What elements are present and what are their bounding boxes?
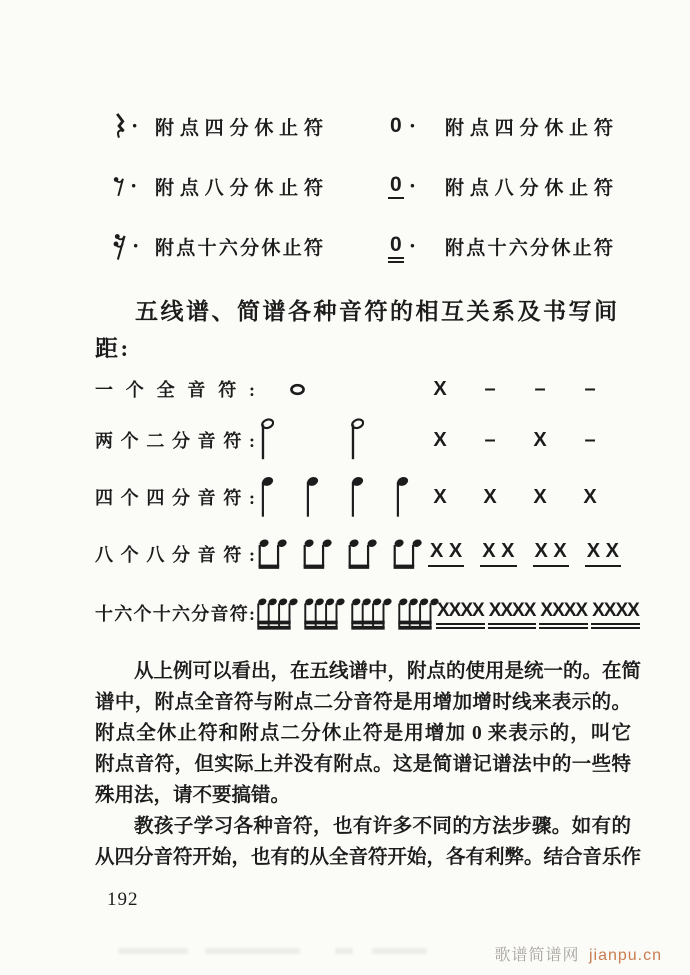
dotted-quarter-rest-icon [113,113,155,139]
watermark [494,942,662,965]
jianpu-beats [432,430,598,450]
page-number: 192 [107,889,139,910]
note-row-label: 两个二分音符: [95,430,255,451]
jianpu-zero: 0 [388,234,404,259]
dotted-eighth-rest-icon [113,174,155,198]
jianpu-beat: X [433,485,447,508]
staff-notes [255,597,441,630]
jianpu-beat: X X [428,541,464,567]
jianpu-dotted-rest-symbol [388,174,440,199]
quarter-note-icon [349,475,364,519]
note-row-eighth [95,525,631,582]
eighth-pair-note-icon [256,537,287,571]
jianpu-beat: – [584,428,596,451]
note-row-half [95,411,631,468]
sixteenth-quad-note-icon [255,597,300,630]
augmentation-dot: · [408,173,417,198]
augmentation-dot: · [131,113,139,138]
body-text [95,656,642,873]
half-note-icon [259,417,274,462]
paragraph [95,656,642,811]
text-line: 附点全休止符和附点二分休止符是用增加 0 来表示的，叫它 [95,723,631,744]
augmentation-dot: · [132,233,140,258]
text-line: 谱中，附点全音符与附点二分音符是用增加增时线来表示的。 [95,692,631,713]
note-row-quarter [95,468,631,525]
jianpu-beat: XXXX [591,601,640,625]
note-row-whole [95,367,631,411]
jianpu-beats [432,379,598,399]
dotted-rest-row [95,216,631,276]
augmentation-dot: · [408,113,417,138]
watermark-site-url: jianpu.cn [588,947,662,964]
eighth-pair-note-icon [301,537,332,571]
note-row-label: 八个八分音符: [95,544,255,565]
jianpu-beat: – [484,428,496,451]
section-heading [95,293,631,367]
jianpu-beat: X X [480,541,516,567]
quarter-note-icon [394,475,409,519]
text-line: 从上例可以看出，在五线谱中，附点的使用是统一的。在简 [134,661,642,682]
dotted-rest-table [95,96,631,276]
jianpu-rest-label: 附点八分休止符 [445,177,613,199]
augmentation-dot: · [130,173,138,198]
jianpu-zero: 0 [390,113,402,137]
note-row-sixteenth [95,582,639,644]
jianpu-beat: X [583,485,597,508]
note-relation-table [95,367,639,644]
augmentation-dot: · [408,233,417,258]
jianpu-dotted-rest-symbol [388,234,440,259]
text-line: 教孩子学习各种音符，也有许多不同的方法步骤。如有的 [134,816,631,837]
note-row-label: 一个全音符: [95,380,255,400]
jianpu-beat: XXXX [488,601,537,625]
jianpu-beat: X [483,485,497,508]
staff-rest-label: 附点四分休止符 [155,117,323,139]
sixteenth-quad-note-icon [396,597,441,630]
text-line: 附点音符，但实际上并没有附点。这是简谱记谱法中的一些特 [95,754,631,775]
quarter-note-icon [259,475,274,519]
text-line: 殊用法，请不要搞错。 [95,785,291,806]
dotted-rest-row [95,156,631,216]
jianpu-beat: XXXX [436,601,485,625]
jianpu-beat: X [533,428,547,451]
jianpu-rest-label: 附点十六分休止符 [445,237,613,259]
text-line: 从四分音符开始，也有的从全音符开始，各有利弊。结合音乐作 [95,847,642,868]
staff-notes [256,537,422,571]
staff-notes [289,383,306,396]
jianpu-dotted-rest-symbol [388,115,440,138]
jianpu-beats [436,601,640,625]
dotted-rest-row [95,96,631,156]
jianpu-beat: X [433,428,447,451]
sixteenth-quad-note-icon [349,597,394,630]
jianpu-beats [432,487,598,507]
staff-rest-label: 附点八分休止符 [155,177,323,199]
jianpu-beat: X [433,378,447,400]
jianpu-beat: XXXX [539,601,588,625]
sixteenth-quad-note-icon [302,597,347,630]
jianpu-rest-label: 附点四分休止符 [445,117,613,139]
watermark-site-name: 歌谱简谱网 [494,947,580,964]
paragraph [95,811,642,873]
jianpu-beat: – [584,378,596,400]
jianpu-zero: 0 [388,174,404,199]
jianpu-beats [428,541,621,567]
heading-line: 距: [95,336,131,361]
note-row-label: 十六个十六分音符: [95,604,255,624]
jianpu-beat: X X [533,541,569,567]
scanned-book-page [95,0,642,975]
jianpu-beat: X X [585,541,621,567]
whole-note-icon [289,383,306,396]
staff-notes [259,417,364,462]
jianpu-beat: X [533,485,547,508]
heading-line: 五线谱、简谱各种音符的相互关系及书写间 [135,299,620,324]
jianpu-beat: – [484,378,496,400]
jianpu-beat: – [534,378,546,400]
eighth-pair-note-icon [346,537,377,571]
staff-rest-label: 附点十六分休止符 [155,237,323,259]
half-note-icon [349,417,364,462]
staff-notes [259,475,409,519]
dotted-sixteenth-rest-icon [113,232,155,261]
quarter-note-icon [304,475,319,519]
eighth-pair-note-icon [391,537,422,571]
note-row-label: 四个四分音符: [95,487,255,508]
